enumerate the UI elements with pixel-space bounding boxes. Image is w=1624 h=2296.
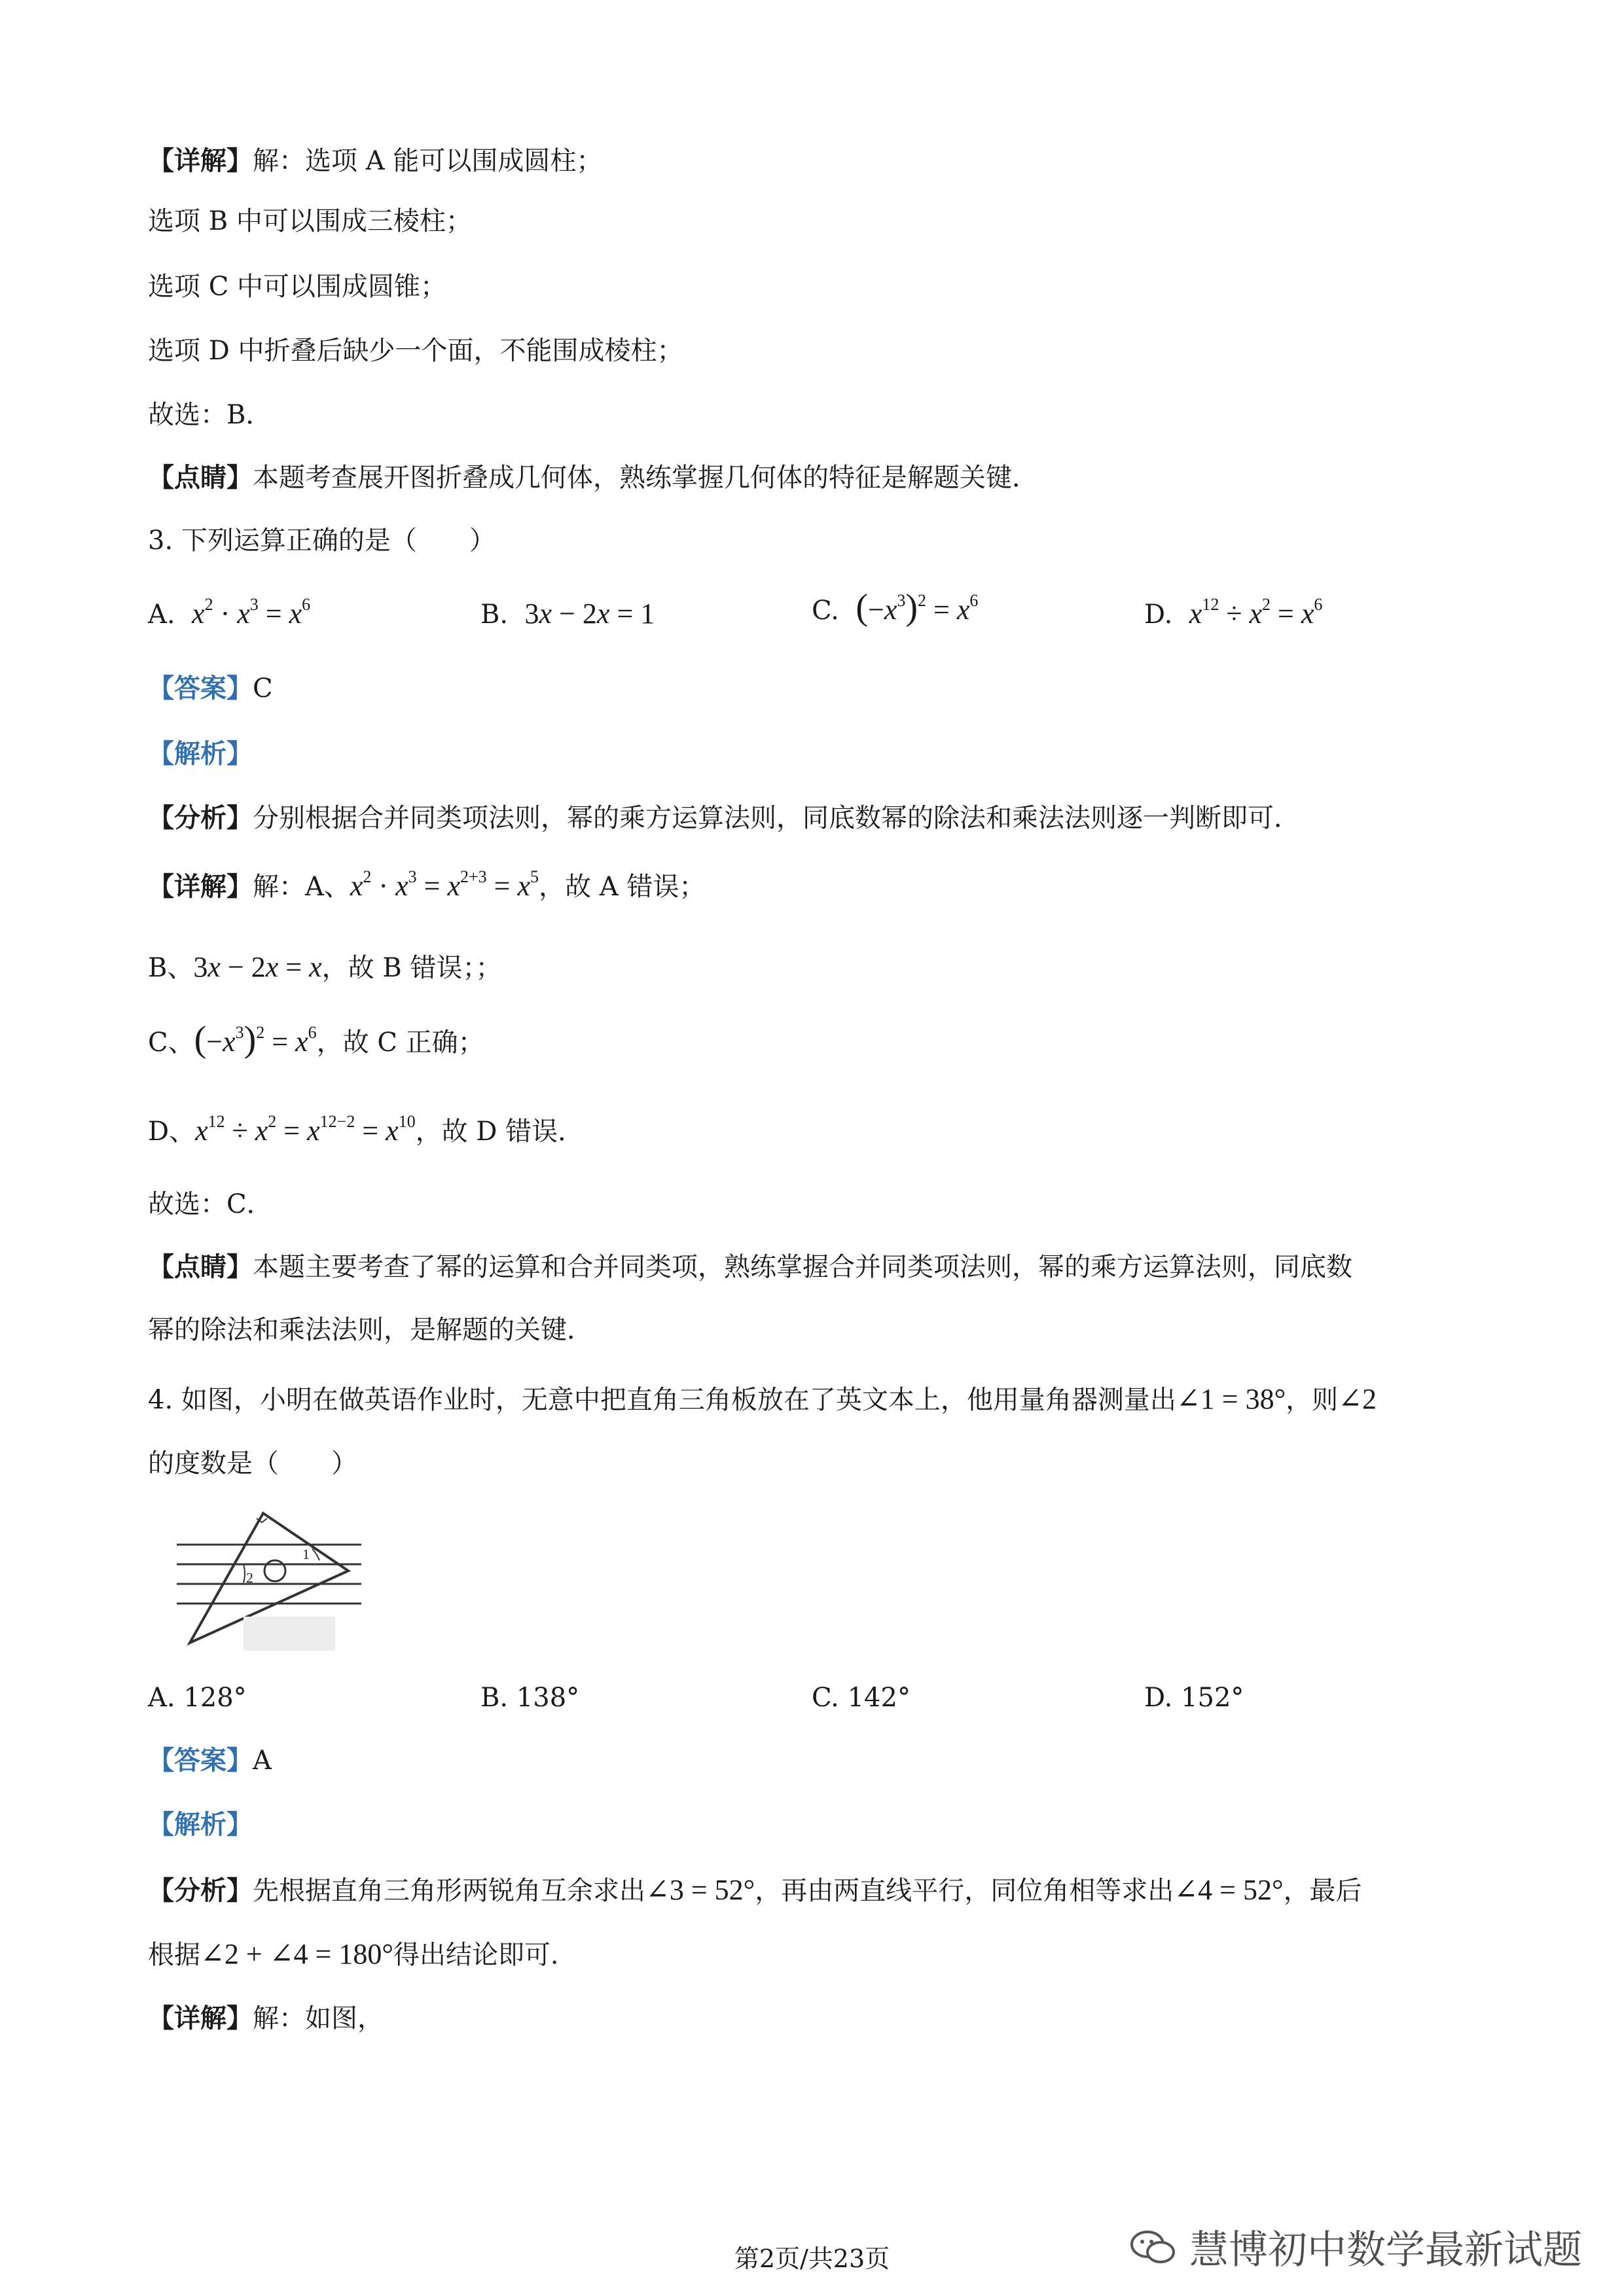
q3-option-c-label: C. [812,596,839,626]
analysis-text-3: ，最后 [1283,1876,1362,1906]
q3-analysis-tag: 【解析】 [148,739,253,769]
q3-detail-c: C、$(-x^3)^2 = x^6$，故 C 正确； [148,1019,484,1060]
q3-option-b: B. 3x − 2x = 1 [480,598,655,630]
detail-suffix: ，故 A 错误； [539,872,706,902]
q3-detail-b: B、3x − 2x = x，故 B 错误；； [148,951,502,983]
q3-comment-1 [148,1249,1352,1285]
comment-text: 本题主要考查了幂的运算和合并同类项，熟练掌握合并同类项法则，幂的乘方运算法则，同底数 [253,1252,1352,1282]
q3-detail-a: 【详解】解：A、$x^2 \cdot x^3 = x^{2+3} = x^5$，故 A 错误； [148,867,706,902]
q4-option-b: B. 138° [480,1683,580,1713]
q3-option-a-label: A. [148,600,175,630]
paragraph-detail-1 [148,143,602,179]
comment-text: 本题考查展开图折叠成几何体，熟练掌握几何体的特征是解题关键． [253,463,1038,493]
q3-answer [148,670,273,707]
paragraph-choose: 故选：B． [148,400,272,430]
q3-comment-2: 幂的除法和乘法法则，是解题的关键． [148,1315,593,1345]
q3-choose: 故选：C． [148,1189,273,1219]
q4-analysis-1: 【分析】先根据直角三角形两锐角互余求出∠3 = 52°，再由两直线平行，同位角相等求出∠4 = 52°，最后 [148,1874,1362,1906]
detail-suffix: ，故 C 正确； [316,1028,484,1058]
angle-1-label: 1 [302,1546,310,1562]
q4-option-a: A. 128° [148,1683,247,1713]
detail-tag: 【详解】 [148,146,253,176]
comment-tag: 【点睛】 [148,1252,253,1282]
analysis-text-4: 根据 [148,1940,200,1970]
question-4-stem-2: 的度数是（ ） [148,1448,357,1479]
detail-text: 解：选项 A 能可以围成圆柱； [253,146,603,176]
detail-prefix: C、 [148,1028,194,1058]
q4-answer [148,1742,272,1779]
analysis-text-2: ，再由两直线平行，同位角相等求出 [755,1876,1174,1906]
comment-tag: 【点睛】 [148,463,253,493]
question-4-stem-1: 4. 如图，小明在做英语作业时，无意中把直角三角板放在了英文本上，他用量角器测量出∠1 = 38°，则∠2 [148,1383,1377,1415]
detail-prefix: D、 [148,1117,196,1147]
angle-2-arc [244,1564,245,1583]
angle-2-label: 2 [246,1570,253,1586]
q4-option-c: C. 142° [812,1683,911,1713]
detail-text: 解：如图， [253,2003,384,2034]
analysis-tag: 【分析】 [148,1876,253,1906]
detail-suffix: ，故 D 错误． [415,1117,585,1147]
detail-tag: 【详解】 [148,2003,253,2034]
q3-analysis [148,800,1300,836]
question-3-stem: 3. 下列运算正确的是（ ） [148,526,496,556]
paragraph-option-c: 选项 C 中可以围成圆锥； [148,272,447,302]
answer-value: A [253,1746,272,1776]
detail-prefix: 解：A、 [253,872,350,902]
detail-suffix: ，故 B 错误；； [321,953,502,983]
answer-tag: 【答案】 [148,1746,253,1776]
answer-tag: 【答案】 [148,673,253,704]
analysis-text-5: 得出结论即可． [393,1940,577,1970]
answer-value: C [253,673,273,704]
q3-detail-d: D、$x^{12} \div x^2 = x^{12-2} = x^{10}$，故 D 错误． [148,1112,585,1147]
q4-analysis-2: 根据∠2 + ∠4 = 180°得出结论即可． [148,1938,577,1970]
paragraph-comment-1 [148,459,1038,496]
page-footer: 第2页/共23页 [734,2244,890,2273]
detail-tag: 【详解】 [148,872,253,902]
q3-option-a: A. $x^2 \cdot x^3 = x^6$ [148,595,311,630]
analysis-text: 先根据直角三角形两锐角互余求出 [253,1876,645,1906]
q3-option-b-label: B. [480,600,509,630]
analysis-text: 分别根据合并同类项法则，幂的乘方运算法则，同底数幂的除法和乘法法则逐一判断即可． [253,803,1300,833]
paragraph-option-d: 选项 D 中折叠后缺少一个面，不能围成棱柱； [148,336,683,366]
analysis-tag: 【分析】 [148,803,253,833]
q3-option-c: C. $(-x^3)^2 = x^6$ [812,587,979,628]
q3-option-d: D. $x^{12} \div x^2 = x^6$ [1144,595,1323,630]
stem-text-2: ，则 [1286,1385,1339,1415]
detail-prefix: B、 [148,953,194,983]
paragraph-option-b: 选项 B 中可以围成三棱柱； [148,206,472,236]
q4-option-d: D. 152° [1144,1683,1244,1713]
q4-analysis-tag: 【解析】 [148,1810,253,1840]
watermark-text: 慧博初中数学最新试题 [1189,2227,1582,2273]
q4-detail [148,2000,384,2037]
stem-text: 4. 如图，小明在做英语作业时，无意中把直角三角板放在了英文本上，他用量角器测量出 [148,1385,1176,1415]
q3-option-d-label: D. [1144,600,1173,630]
smudge [244,1617,335,1651]
triangle-ruler-figure [171,1505,381,1662]
